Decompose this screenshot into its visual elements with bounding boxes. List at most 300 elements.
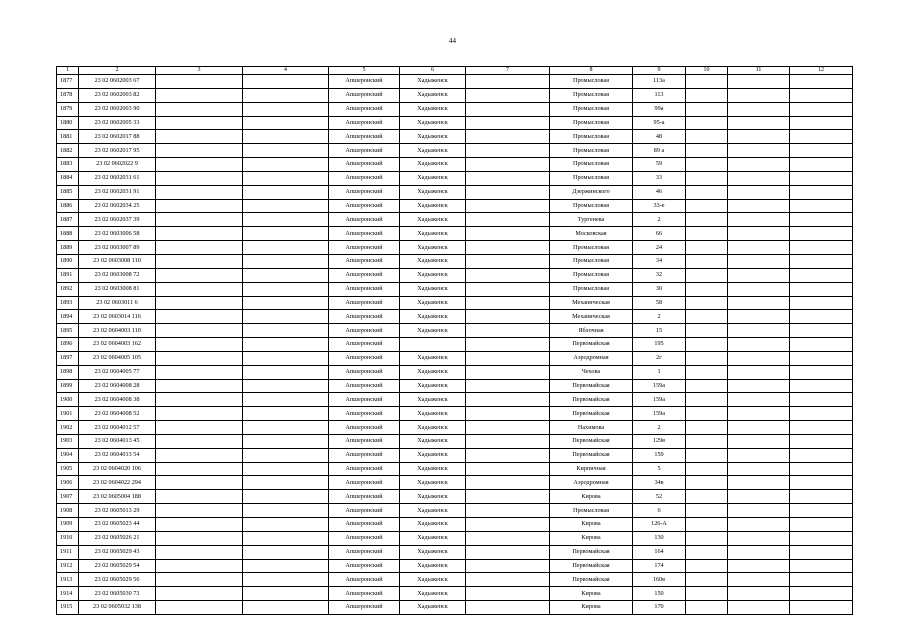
table-cell: 23 02 0605013 29 <box>79 504 156 518</box>
table-cell: 23 02 0604003 162 <box>79 338 156 352</box>
table-row <box>57 434 853 448</box>
table-cell <box>156 213 243 227</box>
table-cell <box>156 185 243 199</box>
table-row <box>57 393 853 407</box>
table-cell: 23 02 0604005 77 <box>79 365 156 379</box>
table-cell <box>466 338 550 352</box>
table-cell: 1878 <box>57 88 79 102</box>
table-cell <box>686 310 728 324</box>
table-row <box>57 254 853 268</box>
table-cell <box>243 144 329 158</box>
table-row <box>57 490 853 504</box>
table-cell <box>728 338 790 352</box>
table-row <box>57 241 853 255</box>
table-cell: 33-е <box>633 199 686 213</box>
table-cell: 23 02 0604003 110 <box>79 324 156 338</box>
table-cell: Промысловая <box>550 268 633 282</box>
table-cell: 23 02 0603008 110 <box>79 254 156 268</box>
table-cell <box>243 213 329 227</box>
table-cell: 1888 <box>57 227 79 241</box>
table-cell: Апшеронский <box>329 130 400 144</box>
table-cell: 23 02 0605029 43 <box>79 545 156 559</box>
table-row <box>57 213 853 227</box>
table-row <box>57 130 853 144</box>
table-cell <box>728 241 790 255</box>
table-cell <box>686 531 728 545</box>
table-cell: Апшеронский <box>329 573 400 587</box>
table-cell: Хадыженск <box>400 227 466 241</box>
table-cell <box>466 75 550 89</box>
table-cell: Хадыженск <box>400 559 466 573</box>
table-cell <box>790 102 853 116</box>
table-cell <box>243 171 329 185</box>
table-cell <box>728 254 790 268</box>
table-cell: 159а <box>633 407 686 421</box>
table-cell: Апшеронский <box>329 75 400 89</box>
table-cell: Хадыженск <box>400 490 466 504</box>
table-cell: Промысловая <box>550 144 633 158</box>
table-cell <box>790 462 853 476</box>
table-cell: 23 02 0605032 138 <box>79 601 156 615</box>
table-cell <box>466 227 550 241</box>
table-cell <box>156 254 243 268</box>
table-cell <box>728 116 790 130</box>
table-cell <box>243 365 329 379</box>
table-cell: Хадыженск <box>400 158 466 172</box>
table-cell: 1897 <box>57 351 79 365</box>
table-cell: 159а <box>633 393 686 407</box>
table-cell: 58 <box>633 296 686 310</box>
table-cell <box>728 407 790 421</box>
table-cell: 24 <box>633 241 686 255</box>
column-header-5: 5 <box>329 67 400 75</box>
table-cell: 1884 <box>57 171 79 185</box>
column-header-6: 6 <box>400 67 466 75</box>
table-cell: Хадыженск <box>400 545 466 559</box>
table-cell: Хадыженск <box>400 213 466 227</box>
table-cell: 23 02 0605029 56 <box>79 573 156 587</box>
table-cell: Чехова <box>550 365 633 379</box>
table-cell <box>243 158 329 172</box>
table-cell: Хадыженск <box>400 504 466 518</box>
table-cell <box>466 407 550 421</box>
table-cell <box>728 268 790 282</box>
table-cell <box>686 241 728 255</box>
table-row <box>57 476 853 490</box>
table-cell <box>243 393 329 407</box>
table-cell: 113 <box>633 88 686 102</box>
table-cell: 113а <box>633 75 686 89</box>
table-cell: 23 02 0602017 88 <box>79 130 156 144</box>
table-cell: 23 02 0604013 54 <box>79 448 156 462</box>
table-cell: Хадыженск <box>400 130 466 144</box>
table-cell <box>790 518 853 532</box>
table-cell: Апшеронский <box>329 587 400 601</box>
table-cell: 174 <box>633 559 686 573</box>
table-row <box>57 421 853 435</box>
table-cell: 1906 <box>57 476 79 490</box>
table-cell <box>790 241 853 255</box>
table-cell <box>686 130 728 144</box>
table-cell <box>728 421 790 435</box>
table-cell: Хадыженск <box>400 531 466 545</box>
table-cell: 23 02 0605026 21 <box>79 531 156 545</box>
table-cell <box>156 116 243 130</box>
table-cell: Первомайская <box>550 393 633 407</box>
table-cell: Апшеронский <box>329 88 400 102</box>
table-cell: 1903 <box>57 434 79 448</box>
table-row <box>57 310 853 324</box>
table-cell <box>243 421 329 435</box>
table-cell: Хадыженск <box>400 296 466 310</box>
table-cell <box>466 268 550 282</box>
table-cell <box>686 213 728 227</box>
table-cell <box>790 601 853 615</box>
table-cell <box>790 171 853 185</box>
table-cell <box>156 75 243 89</box>
table-cell <box>243 545 329 559</box>
table-cell <box>156 351 243 365</box>
table-cell <box>243 601 329 615</box>
table-cell <box>156 545 243 559</box>
table-cell: Яблочная <box>550 324 633 338</box>
table-cell: Кирова <box>550 518 633 532</box>
table-cell <box>156 587 243 601</box>
table-cell: Апшеронский <box>329 116 400 130</box>
table-cell <box>686 268 728 282</box>
table-cell: Первомайская <box>550 559 633 573</box>
table-cell: 1882 <box>57 144 79 158</box>
table-row <box>57 365 853 379</box>
table-row <box>57 518 853 532</box>
table-cell <box>243 88 329 102</box>
table-cell: 23 02 0604012 57 <box>79 421 156 435</box>
table-row <box>57 448 853 462</box>
table-cell: 34в <box>633 476 686 490</box>
table-cell: Апшеронский <box>329 365 400 379</box>
table-cell <box>790 407 853 421</box>
table-cell <box>466 448 550 462</box>
table-cell: Хадыженск <box>400 102 466 116</box>
table-cell: Апшеронский <box>329 421 400 435</box>
table-cell <box>466 282 550 296</box>
table-cell: Хадыженск <box>400 462 466 476</box>
table-cell: Кирпичная <box>550 462 633 476</box>
table-cell: 23 02 0602003 90 <box>79 102 156 116</box>
table-row <box>57 324 853 338</box>
table-cell <box>790 379 853 393</box>
table-cell <box>790 393 853 407</box>
table-cell <box>790 365 853 379</box>
table-cell: 126-А <box>633 518 686 532</box>
table-cell <box>728 559 790 573</box>
table-cell <box>156 144 243 158</box>
table-cell: 48 <box>633 130 686 144</box>
table-cell <box>790 116 853 130</box>
table-cell: Первомайская <box>550 545 633 559</box>
table-cell: 23 02 0604008 28 <box>79 379 156 393</box>
table-cell: 1915 <box>57 601 79 615</box>
table-cell <box>156 324 243 338</box>
table-cell <box>790 545 853 559</box>
table-cell <box>686 282 728 296</box>
table-row <box>57 587 853 601</box>
table-cell: Первомайская <box>550 338 633 352</box>
table-cell: Тургенева <box>550 213 633 227</box>
table-cell <box>243 407 329 421</box>
table-cell <box>156 379 243 393</box>
table-cell <box>728 324 790 338</box>
table-cell <box>466 490 550 504</box>
table-cell: Хадыженск <box>400 407 466 421</box>
table-cell <box>686 434 728 448</box>
column-header-1: 1 <box>57 67 79 75</box>
table-cell: 23 02 0604008 38 <box>79 393 156 407</box>
table-cell <box>466 171 550 185</box>
table-cell <box>728 351 790 365</box>
table-cell: Апшеронский <box>329 310 400 324</box>
table-cell <box>686 116 728 130</box>
table-cell <box>790 268 853 282</box>
table-cell <box>156 241 243 255</box>
table-cell <box>728 310 790 324</box>
table-cell: 1898 <box>57 365 79 379</box>
table-row <box>57 75 853 89</box>
table-cell <box>686 379 728 393</box>
table-cell: Хадыженск <box>400 573 466 587</box>
table-cell: Апшеронский <box>329 518 400 532</box>
table-cell <box>728 545 790 559</box>
table-cell <box>156 296 243 310</box>
table-cell <box>156 490 243 504</box>
table-cell: Апшеронский <box>329 379 400 393</box>
table-cell: 170 <box>633 601 686 615</box>
table-cell <box>466 351 550 365</box>
table-cell <box>466 421 550 435</box>
table-cell: Аэродромная <box>550 476 633 490</box>
table-cell: Промысловая <box>550 171 633 185</box>
table-cell: Хадыженск <box>400 254 466 268</box>
table-cell: 1879 <box>57 102 79 116</box>
table-cell <box>466 393 550 407</box>
table-row <box>57 199 853 213</box>
table-cell: 99а <box>633 102 686 116</box>
table-cell <box>243 462 329 476</box>
table-cell: Хадыженск <box>400 171 466 185</box>
table-cell <box>243 241 329 255</box>
table-cell: 1909 <box>57 518 79 532</box>
table-cell: 59 <box>633 158 686 172</box>
table-cell <box>466 102 550 116</box>
table-cell: Промысловая <box>550 102 633 116</box>
table-cell: 23 02 0605004 188 <box>79 490 156 504</box>
table-cell <box>728 601 790 615</box>
table-cell <box>156 365 243 379</box>
table-cell <box>686 296 728 310</box>
table-cell: Апшеронский <box>329 448 400 462</box>
table-cell: Апшеронский <box>329 393 400 407</box>
table-cell <box>790 490 853 504</box>
table-cell <box>243 490 329 504</box>
table-cell: 23 02 0605023 44 <box>79 518 156 532</box>
table-cell <box>466 241 550 255</box>
table-cell <box>686 601 728 615</box>
table-cell <box>728 462 790 476</box>
table-cell <box>243 434 329 448</box>
table-cell: 23 02 0602017 95 <box>79 144 156 158</box>
table-cell <box>728 379 790 393</box>
table-cell: Апшеронский <box>329 476 400 490</box>
table-cell: 1896 <box>57 338 79 352</box>
table-cell: Промысловая <box>550 241 633 255</box>
table-cell: 1901 <box>57 407 79 421</box>
table-cell: 23 02 0603011 6 <box>79 296 156 310</box>
table-cell <box>790 476 853 490</box>
table-cell <box>790 144 853 158</box>
table-cell <box>156 407 243 421</box>
table-cell: 159 <box>633 448 686 462</box>
table-cell <box>156 102 243 116</box>
table-cell <box>728 158 790 172</box>
table-cell <box>686 407 728 421</box>
table-cell <box>156 88 243 102</box>
register-body <box>57 67 853 615</box>
table-cell <box>686 421 728 435</box>
table-cell <box>790 88 853 102</box>
table-cell <box>243 254 329 268</box>
table-cell: Промысловая <box>550 88 633 102</box>
table-cell: Апшеронский <box>329 504 400 518</box>
table-cell: 23 02 0604013 45 <box>79 434 156 448</box>
table-cell <box>790 130 853 144</box>
table-row <box>57 296 853 310</box>
table-cell: Апшеронский <box>329 171 400 185</box>
table-row <box>57 268 853 282</box>
table-cell <box>686 587 728 601</box>
table-cell <box>466 296 550 310</box>
table-cell <box>728 504 790 518</box>
table-cell: Апшеронский <box>329 296 400 310</box>
table-cell: Нахимова <box>550 421 633 435</box>
table-row <box>57 573 853 587</box>
table-cell: 195 <box>633 338 686 352</box>
table-cell: Апшеронский <box>329 282 400 296</box>
table-cell <box>243 268 329 282</box>
table-cell: Первомайская <box>550 448 633 462</box>
table-cell <box>728 531 790 545</box>
table-cell: Хадыженск <box>400 434 466 448</box>
table-cell: Апшеронский <box>329 601 400 615</box>
table-cell: 1880 <box>57 116 79 130</box>
table-cell: Хадыженск <box>400 116 466 130</box>
table-cell: Апшеронский <box>329 434 400 448</box>
table-cell: 1910 <box>57 531 79 545</box>
table-cell: Апшеронский <box>329 490 400 504</box>
table-cell <box>466 518 550 532</box>
table-cell: Апшеронский <box>329 545 400 559</box>
table-cell <box>686 476 728 490</box>
table-cell <box>466 462 550 476</box>
table-cell: Хадыженск <box>400 601 466 615</box>
table-cell <box>466 587 550 601</box>
table-cell <box>728 434 790 448</box>
table-cell <box>790 434 853 448</box>
table-row <box>57 102 853 116</box>
table-cell <box>686 559 728 573</box>
table-cell: 130 <box>633 531 686 545</box>
table-cell <box>790 213 853 227</box>
table-cell: Хадыженск <box>400 365 466 379</box>
table-cell <box>790 448 853 462</box>
table-cell: Апшеронский <box>329 144 400 158</box>
table-cell: Промысловая <box>550 158 633 172</box>
table-cell: Хадыженск <box>400 587 466 601</box>
table-cell <box>686 102 728 116</box>
table-cell <box>728 130 790 144</box>
table-cell <box>156 268 243 282</box>
table-cell: 23 02 0602031 61 <box>79 171 156 185</box>
table-cell <box>156 448 243 462</box>
table-cell <box>243 116 329 130</box>
table-cell <box>466 324 550 338</box>
table-cell <box>728 102 790 116</box>
table-cell <box>156 310 243 324</box>
table-cell <box>243 504 329 518</box>
column-header-12: 12 <box>790 67 853 75</box>
table-cell: 160в <box>633 573 686 587</box>
table-cell: 2 <box>633 421 686 435</box>
table-cell <box>790 351 853 365</box>
table-cell <box>156 199 243 213</box>
table-cell: Апшеронский <box>329 199 400 213</box>
table-cell: Хадыженск <box>400 199 466 213</box>
table-cell: 1905 <box>57 462 79 476</box>
table-row <box>57 88 853 102</box>
table-cell: 30 <box>633 282 686 296</box>
table-cell <box>790 504 853 518</box>
table-cell <box>686 393 728 407</box>
table-cell: Хадыженск <box>400 88 466 102</box>
column-header-2: 2 <box>79 67 156 75</box>
table-cell <box>728 573 790 587</box>
table-cell <box>790 282 853 296</box>
table-cell: 1899 <box>57 379 79 393</box>
table-cell: 52 <box>633 490 686 504</box>
table-cell <box>686 490 728 504</box>
table-cell: 150 <box>633 587 686 601</box>
table-cell: Апшеронский <box>329 407 400 421</box>
table-cell: Апшеронский <box>329 158 400 172</box>
table-cell <box>790 310 853 324</box>
column-header-3: 3 <box>156 67 243 75</box>
table-cell <box>686 254 728 268</box>
table-cell: 6 <box>633 504 686 518</box>
table-cell: 1892 <box>57 282 79 296</box>
table-cell: 23 02 0605030 73 <box>79 587 156 601</box>
table-cell: 1914 <box>57 587 79 601</box>
table-cell <box>466 365 550 379</box>
table-cell: 1889 <box>57 241 79 255</box>
table-cell: Апшеронский <box>329 324 400 338</box>
table-cell: Промысловая <box>550 75 633 89</box>
table-cell: 1900 <box>57 393 79 407</box>
table-cell <box>686 88 728 102</box>
table-cell: 33 <box>633 171 686 185</box>
table-cell: Хадыженск <box>400 476 466 490</box>
table-cell <box>243 587 329 601</box>
table-cell: 1886 <box>57 199 79 213</box>
table-cell: Первомайская <box>550 407 633 421</box>
